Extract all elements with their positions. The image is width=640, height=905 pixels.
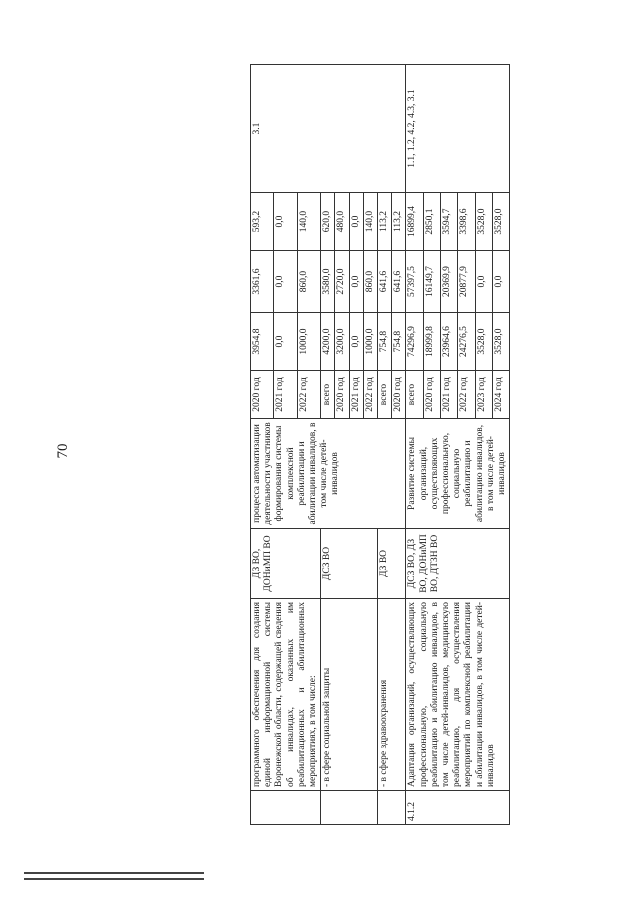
value-cell: 20877,9 <box>458 251 475 313</box>
year-cell: всего <box>378 371 392 419</box>
executor-cell: ДЗ ВО <box>378 529 406 599</box>
value-cell: 74296,9 <box>406 313 423 371</box>
value-cell: 0,0 <box>349 313 363 371</box>
event-cell: - в сфере социальной защиты <box>321 599 378 791</box>
value-cell: 0,0 <box>349 193 363 251</box>
value-cell: 113,2 <box>378 193 392 251</box>
value-cell: 641,6 <box>392 251 406 313</box>
year-cell: 2022 год <box>458 371 475 419</box>
result-cell: Развитие системы организаций, осуществляющих профессиональную, социальную реабилитацию и абилитацию инвалидов, в том числе детей-инвалидов <box>406 419 510 529</box>
year-cell: 2020 год <box>251 371 274 419</box>
value-cell: 18999,8 <box>423 313 440 371</box>
value-cell: 3398,6 <box>458 193 475 251</box>
value-cell: 1000,0 <box>297 313 320 371</box>
value-cell: 754,8 <box>378 313 392 371</box>
row-number <box>251 791 321 825</box>
value-cell: 480,0 <box>335 193 349 251</box>
value-cell: 0,0 <box>274 193 297 251</box>
value-cell: 3200,0 <box>335 313 349 371</box>
value-cell: 2850,1 <box>423 193 440 251</box>
year-cell: 2020 год <box>423 371 440 419</box>
year-cell: 2024 год <box>492 371 509 419</box>
executor-cell: ДСЗ ВО, ДЗ ВО, ДОНиМП ВО, ДТЗН ВО <box>406 529 510 599</box>
value-cell: 16149,7 <box>423 251 440 313</box>
result-cell: процесса автоматизации деятельности участников формирования системы комплексной реабилитации и абилитации инвалидов, в том числе детей-инвалидов <box>251 419 406 529</box>
year-cell: 2021 год <box>274 371 297 419</box>
value-cell: 3954,8 <box>251 313 274 371</box>
value-cell: 593,2 <box>251 193 274 251</box>
executor-cell: ДЗ ВО, ДОНиМП ВО <box>251 529 321 599</box>
value-cell: 16899,4 <box>406 193 423 251</box>
row-number <box>321 791 378 825</box>
value-cell: 860,0 <box>297 251 320 313</box>
value-cell: 754,8 <box>392 313 406 371</box>
value-cell: 860,0 <box>363 251 377 313</box>
rotated-table-container <box>250 65 550 825</box>
value-cell: 140,0 <box>363 193 377 251</box>
value-cell: 24276,5 <box>458 313 475 371</box>
value-cell: 3528,0 <box>475 193 492 251</box>
value-cell: 0,0 <box>274 251 297 313</box>
value-cell: 3594,7 <box>441 193 458 251</box>
indicator-cell: 3.1 <box>251 65 406 193</box>
value-cell: 4200,0 <box>321 313 335 371</box>
value-cell: 1000,0 <box>363 313 377 371</box>
program-table <box>250 64 510 825</box>
table-row <box>251 65 274 825</box>
value-cell: 20369,9 <box>441 251 458 313</box>
row-number: 4.1.2 <box>406 791 510 825</box>
year-cell: всего <box>406 371 423 419</box>
value-cell: 2720,0 <box>335 251 349 313</box>
table-row <box>406 65 423 825</box>
value-cell: 113,2 <box>392 193 406 251</box>
value-cell: 0,0 <box>274 313 297 371</box>
page-number: 70 <box>55 443 71 459</box>
value-cell: 620,0 <box>321 193 335 251</box>
value-cell: 641,6 <box>378 251 392 313</box>
year-cell: 2022 год <box>363 371 377 419</box>
event-cell: Адаптация организаций, осуществляющих профессиональную, социальную реабилитацию и абилитацию инвалидов, в том числе детей-инвалидов, медицинскую реабилитацию, для осуществления мероприятий по комплексной реабилитации и абилитации инвалидов, в том числе детей-инвалидов <box>406 599 510 791</box>
value-cell: 3580,0 <box>321 251 335 313</box>
executor-cell: ДСЗ ВО <box>321 529 378 599</box>
value-cell: 0,0 <box>349 251 363 313</box>
value-cell: 23964,6 <box>441 313 458 371</box>
value-cell: 3528,0 <box>475 313 492 371</box>
indicator-cell: 1.1, 1.2, 4.2, 4.3, 3.1 <box>406 65 510 193</box>
year-cell: 2020 год <box>392 371 406 419</box>
year-cell: 2023 год <box>475 371 492 419</box>
value-cell: 3361,6 <box>251 251 274 313</box>
year-cell: 2021 год <box>441 371 458 419</box>
year-cell: 2020 год <box>335 371 349 419</box>
event-cell: - в сфере здравоохранения <box>378 599 406 791</box>
value-cell: 3528,0 <box>492 193 509 251</box>
year-cell: 2021 год <box>349 371 363 419</box>
value-cell: 57397,5 <box>406 251 423 313</box>
event-cell: программного обеспечения для создания единой информационной системы Воронежской области, содержащей сведения об инвалидах, оказанных им реабилитационных и абилитационных мероприятиях, в том числе: <box>251 599 321 791</box>
row-number <box>378 791 406 825</box>
footer-scan-lines <box>24 872 204 886</box>
year-cell: 2022 год <box>297 371 320 419</box>
year-cell: всего <box>321 371 335 419</box>
value-cell: 0,0 <box>475 251 492 313</box>
value-cell: 0,0 <box>492 251 509 313</box>
value-cell: 3528,0 <box>492 313 509 371</box>
value-cell: 140,0 <box>297 193 320 251</box>
